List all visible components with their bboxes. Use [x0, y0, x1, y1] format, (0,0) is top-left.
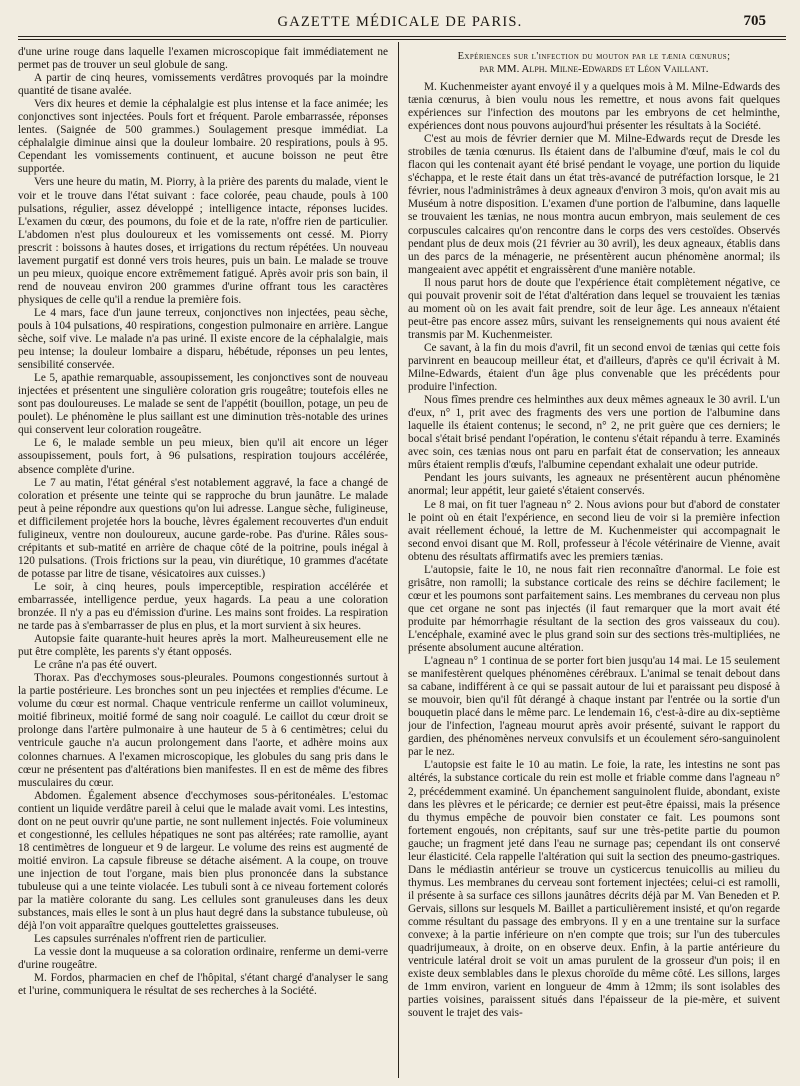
paragraph: Le crâne n'a pas été ouvert. — [34, 659, 158, 672]
paragraph: Thorax. Pas d'ecchymoses sous-pleurales. Poumons congestionnés surtout à la partie postérieure. Les bronches sont un peu injectées et remplies d'écume. Le volume du cœur est normal. Chaque ventricule renferme un caillot volumineux, moitié fibrineux, moitié formé de sang noir coagulé. Le caillot du cœur droit se prolonge dans l'artère pulmonaire à une hauteur de 5 à 6 centimètres; celui du ventricule gauche n'a aucun prolongement dans l'aorte, et adhère moins aux colonnes charnues. A l'examen microscopique, les globules du sang pris dans le cœur ne présentent pas d'altérations bien manifestes. Il en est de même des fibres musculaires du cœur. — [18, 672, 388, 789]
paragraph: Ce savant, à la fin du mois d'avril, fit un second envoi de tænias qui cette fois parvinrent en beaucoup meilleur état, et d'ailleurs, d'après ce qu'il écrivait à M. Milne-Edwards, étaient d'un âge plus convenable que les précédents pour produire l'infection. — [408, 341, 780, 394]
paragraph: Il nous parut hors de doute que l'expérience était complètement négative, ce qui pouvait provenir soit de l'état d'altération dans lequel se trouvaient les tænias au moment où on les avait fait prendre, soit de leur âge. Les anneaux n'étaient peut-être pas encore assez mûrs, suivant les renseignements qui nous avaient été transmis par M. Kuchenmeister. — [408, 276, 780, 341]
column-divider — [398, 42, 399, 1078]
paragraph: Le 4 mars, face d'un jaune terreux, conjonctives non injectées, peau sèche, pouls à 104 pulsations, 40 respirations, congestion pulmonaire en arrière. Langue sèche, soif vive. Le malade n'a pas uriné. Il existe encore de la céphalalgie, mais peu intense; la douleur lombaire a disparu, hébétude, réponses un peu lentes, sensibilité conservée. — [18, 306, 388, 372]
paragraph: Le soir, à cinq heures, pouls imperceptible, respiration accélérée et embarrassée, intelligence perdue, yeux hagards. La peau a une coloration bronzée. Il n'y a pas eu d'émission d'urine. Les mains sont froides. La respiration ne tarde pas à s'embarrasser de plus en plus, et la mort survient à six heures. — [18, 580, 388, 633]
paragraph: Les capsules surrénales n'offrent rien de particulier. — [34, 933, 267, 946]
header-rule — [18, 39, 786, 40]
paragraph: M. Kuchenmeister ayant envoyé il y a quelques mois à M. Milne-Edwards des tænia cœnurus, à bien voulu nous les remettre, et nous avons fait quelques expériences sur l'infection des moutons par les embryons de cet helminthe, expériences dont nous pouvons aujourd'hui présenter les résultats à la Société. — [408, 81, 780, 133]
paragraph: Le 7 au matin, l'état général s'est notablement aggravé, la face a changé de coloration et présente une teinte qui se rapproche du brun jaunâtre. Le malade peut à peine répondre aux questions qu'on lui adresse. Langue sèche, fuligineuse, et difficilement projetée hors la bouche, lèvres également recouvertes d'un enduit fuligineux, ventre non douloureux, aucune garde-robe. Pas d'urine. Râles sous-crépitants et sub-matité en arrière de chaque côté de la poitrine, pouls inégal à 120 pulsations. (Trois frictions sur la peau, vin diurétique, 10 grammes d'acétate de potasse par litre de tisane, vésicatoires aux cuisses.) — [18, 476, 388, 580]
paragraph: Le 5, apathie remarquable, assoupissement, les conjonctives sont de nouveau injectées et présentent une singulière coloration gris rougeâtre; toutefois elles ne sont pas douloureuses. Le malade se sent de l'appétit (bouillon, potage, un peu de poulet). Le phénomène le plus saillant est une diminution très-notable des urines qui conservent leur coloration rougeâtre. — [18, 372, 388, 437]
paragraph: d'une urine rouge dans laquelle l'examen microscopique fait immédiatement ne permet pas de trouver un seul globule de sang. — [18, 46, 388, 72]
page-header — [0, 0, 800, 40]
article-title: Expériences sur l'infection du mouton par le tænia cœnurus; — [457, 51, 731, 62]
page-number: 705 — [743, 13, 766, 29]
article-authors: par MM. Alph. Milne-Edwards et Léon Vaillant. — [479, 63, 709, 75]
paragraph: M. Fordos, pharmacien en chef de l'hôpital, s'étant chargé d'analyser le sang et l'urine, communiquera le résultat de ses recherches à la Société. — [18, 972, 388, 998]
running-title: GAZETTE MÉDICALE DE PARIS. — [277, 14, 523, 30]
paragraph: L'agneau n° 1 continua de se porter fort bien jusqu'au 14 mai. Le 15 seulement se manifestèrent quelques phénomènes cérébraux. L'animal se tenait debout dans sa cabane, indifférent à ce qui se passait autour de lui et paraissant peu disposé à se mouvoir, bien qu'il fût dérangé à chaque instant par l'entrée ou la sortie d'un bouquetin placé dans le même parc. Le lendemain 16, c'est-à-dire au dix-septième jour de l'infection, l'agneau mourut après avoir présenté, suivant le rapport du gardien, des phénomènes nerveux convulsifs et un écoulement séro-sanguinolent par le nez. — [408, 655, 780, 759]
paragraph: Vers une heure du matin, M. Piorry, à la prière des parents du malade, vient le voir et le trouve dans l'état suivant : face colorée, peau chaude, pouls à 100 pulsations, régulier, assez développé ; intelligence intacte, réponses lucides. L'examen du cœur, des poumons, du foie et de la rate, n'offre rien de particulier. L'abdomen n'est plus douloureux et les vomissements ont cessé. M. Piorry prescrit : boissons à hautes doses, et irrigations du rectum répétées. Un nouveau lavement purgatif est donné vers trois heures, puis un bain. Le malade se trouve un peu mieux, quoique encore extrêmement fatigué. Après avoir pris son bain, il rend de nouveau environ 200 grammes d'urine offrant tous les caractères physiques de celle qu'il a rendue la première fois. — [18, 176, 388, 306]
left-column — [18, 46, 388, 1082]
paragraph: L'autopsie est faite le 10 au matin. Le foie, la rate, les intestins ne sont pas altérés, la substance corticale du rein est molle et friable comme dans l'agneau n° 2, précédemment examiné. Un épanchement sanguinolent fluide, abondant, existe dans les plèvres et le péricarde; ce dernier est peut-être épaissi, mais la présence du thymus empêche de pouvoir bien constater ce fait. Les poumons sont fortement engoués, non crépitants, sauf sur une très-petite partie du poumon gauche; un fragment jeté dans l'eau ne surnage pas; cependant ils ont conservé leur élasticité. Cela rappelle l'altération qui suit la section des pneumo-gastriques. Dans le médiastin antérieur se trouve un cysticercus tenuicollis au milieu du thymus. Les membranes du cerveau sont fortement injectées; celui-ci est ramolli, il présente à sa surface ces sillons jaunâtres décrits déjà par M. Van Beneden et P. Gervais, sillons sur lesquels M. Baillet a particulièrement insisté, et qu'on regarde comme résultant du passage des embryons. Il y en a une trentaine sur la surface convexe; à la partie inférieure on n'en compte que trois; sur l'un des tubercules quadrijumeaux, à droite, on en observe deux. Enfin, à la partie antérieure du ventricule latéral droit se voit un amas purulent de la grosseur d'un pois; il en existe deux semblables dans le plexus choroïde du même côté. Les sillons, larges de 1mm environ, varient en longueur de 4mm à 12mm; ils sont isolables des parties voisines, paraissent situés dans l'épaisseur de la pie-mère, et suivent souvent le trajet des vais- — [408, 759, 780, 1020]
paragraph: Autopsie faite quarante-huit heures après la mort. Malheureusement elle ne put être complète, les parents s'y étant opposés. — [18, 633, 388, 659]
paragraph: Pendant les jours suivants, les agneaux ne présentèrent aucun phénomène anormal; leur appétit, leur gaieté s'étaient conservés. — [408, 472, 780, 498]
paragraph: A partir de cinq heures, vomissements verdâtres provoqués par la moindre quantité de tisane avalée. — [18, 72, 388, 98]
right-column — [408, 46, 780, 1082]
paragraph: Le 8 mai, on fit tuer l'agneau n° 2. Nous avions pour but d'abord de constater le point où en était l'expérience, en second lieu de voir si la première infection avait réellement échoué, la lettre de M. Kuchenmeister qui accompagnait le second envoi disant que M. Roll, professeur à l'école vétérinaire de Vienne, avait obtenu des résultats affirmatifs avec les premiers tænias. — [408, 498, 780, 563]
paragraph: Vers dix heures et demie la céphalalgie est plus intense et la face animée; les conjonctives sont injectées. Pouls fort et fréquent. Parole embarrassée, réponses lentes. (Saignée de 500 grammes.) Soulagement presque immédiat. La céphalalgie diminue ainsi que la douleur lombaire. 20 respirations, pouls à 95. Cependant les vomissements continuent, et aucune boisson ne peut être supportée. — [18, 98, 388, 176]
paragraph: L'autopsie, faite le 10, ne nous fait rien reconnaître d'anormal. Le foie est grisâtre, non ramolli; la substance corticale des reins se déchire facilement; le cœur et les poumons sont parfaitement sains. Les membranes du cerveau non plus que cet organe ne sont pas injectés (il faut remarquer que la mort avait été produite par hémorrhagie résultant de la section des gros vaisseaux du cou). L'encéphale, examiné avec le plus grand soin sur des sections très-multipliées, ne présente absolument aucune altération. — [408, 563, 780, 655]
paragraph: La vessie dont la muqueuse a sa coloration ordinaire, renferme un demi-verre d'urine rougeâtre. — [18, 946, 388, 972]
paragraph: Abdomen. Également absence d'ecchymoses sous-péritonéales. L'estomac contient un liquide verdâtre pareil à celui que le malade avait vomi. Les intestins, dont on ne peut ouvrir qu'une partie, ne sont nullement injectés. Foie volumineux et congestionné, les cellules hépatiques ne sont pas altérées; rate ramollie, ayant 18 centimètres de longueur et 9 de largeur. Le volume des reins est augmenté de moitié environ. La capsule fibreuse se détache aisément. A la coupe, on trouve une injection de tout l'organe, mais bien plus prononcée dans la substance tubuleuse qui a une teinte violacée. Les tubuli sont à ce niveau fortement colorés par la matière colorante du sang. Les cellules sont granuleuses dans les deux substances, mais elles le sont à un plus haut degré dans la substance tubuleuse, où déjà l'on voit apparaître quelques gouttelettes graisseuses. — [18, 789, 388, 933]
paragraph: Nous fîmes prendre ces helminthes aux deux mêmes agneaux le 30 avril. L'un d'eux, n° 1, prit avec des fragments des vers une portion de l'albumine dans laquelle ils étaient contenus; le second, n° 2, ne prit guère que ces derniers; le bocal s'était brisé pendant l'opération, le contenu s'était répandu à terre. Examinés avec soin, ces tænias nous ont paru en parfait état de conservation; les anneaux mûrs étaient remplis d'œufs, l'albumine cependant exhalait une odeur putride. — [408, 394, 780, 472]
paragraph: C'est au mois de février dernier que M. Milne-Edwards reçut de Dresde les strobiles de tænia cœnurus. Ils étaient dans de l'albumine d'œuf, mais le col du flacon qui les contenait ayant été brisé pendant le voyage, une portion du liquide s'échappa, et le reste était dans un état très-avancé de putréfaction lorsque, le 21 février, nous l'administrâmes à deux agneaux d'environ 3 mois, qu'on avait mis au Muséum à notre disposition. L'examen d'une portion de l'albumine, dans laquelle se trouvaient les tænias, ne nous montra aucun embryon, mais seulement de ces corpuscules calcaires qu'on rencontre dans le corps des vers cestoïdes. Observés pendant plus de deux mois (21 février au 30 avril), les deux agneaux, établis dans un des parcs de la ménagerie, ne présentèrent aucun phénomène anormal; ils mangeaient avec appétit et engraissèrent d'une manière notable. — [408, 133, 780, 276]
header-rule — [18, 36, 786, 37]
paragraph: Le 6, le malade semble un peu mieux, bien qu'il ait encore un léger assoupissement, pouls fort, à 96 pulsations, respiration toujours accélérée, absence complète d'urine. — [18, 437, 388, 476]
